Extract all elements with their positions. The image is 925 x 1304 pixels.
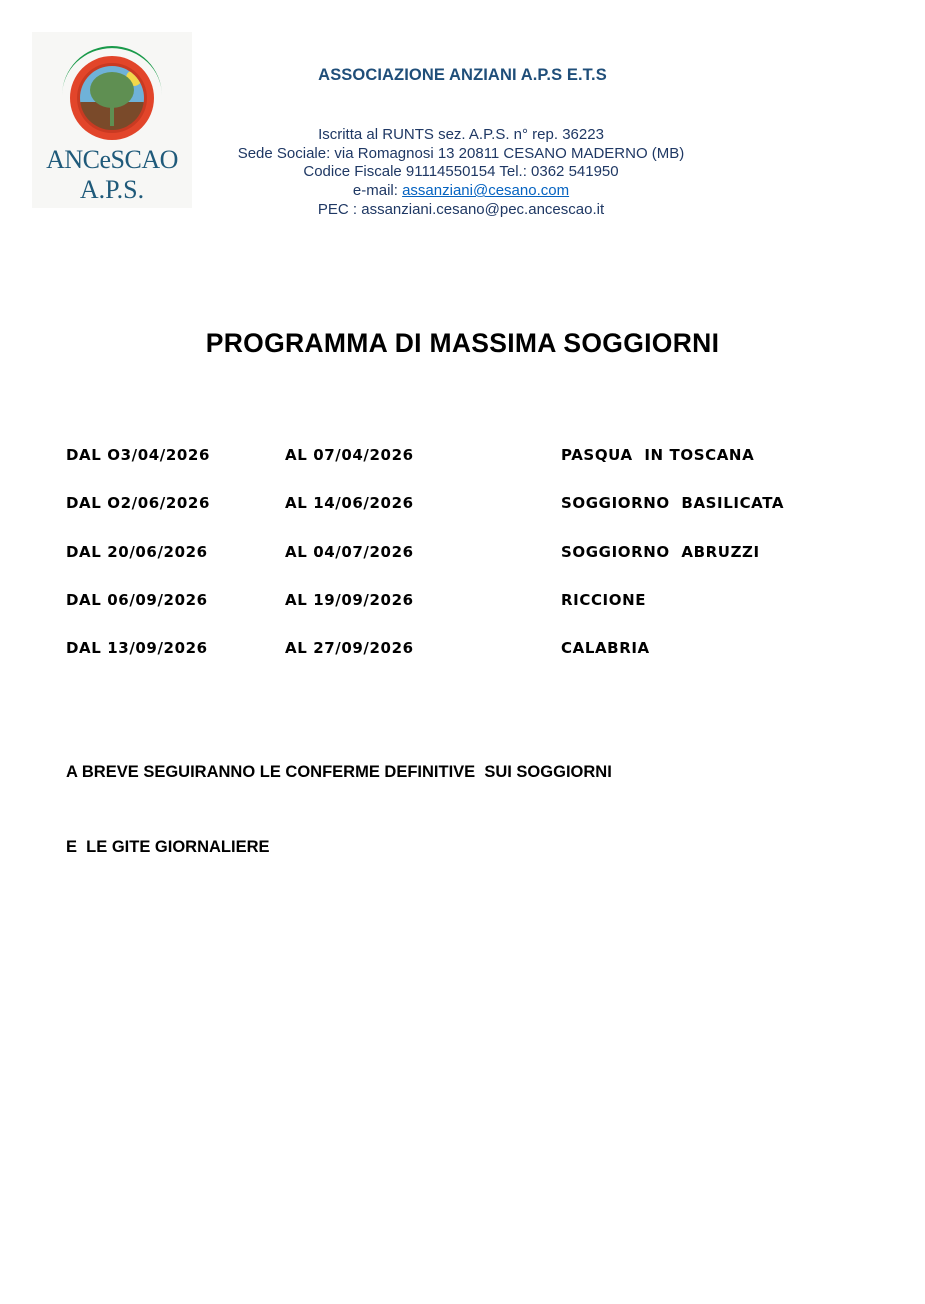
trip-end-date: AL 14/06/2026 — [285, 494, 414, 513]
address-line: Sede Sociale: via Romagnosi 13 20811 CESANO MADERNO (MB) — [237, 144, 685, 162]
email-line — [230, 182, 692, 201]
trip-end-date: AL 07/04/2026 — [285, 446, 414, 464]
trip-end-date: AL 27/09/2026 — [285, 639, 414, 658]
trip-destination: CALABRIA — [561, 639, 650, 658]
pec-line: PEC : assanziani.cesano@pec.ancescao.it — [317, 200, 605, 218]
logo-subtitle: A.P.S. — [79, 175, 145, 204]
trip-destination: SOGGIORNO BASILICATA — [561, 494, 785, 513]
trip-end-date: AL 04/07/2026 — [285, 542, 414, 561]
fiscal-code-phone-line: Codice Fiscale 91114550154 Tel.: 0362 541950 — [303, 163, 619, 181]
tree-emblem-icon — [54, 34, 170, 144]
page-title: PROGRAMMA DI MASSIMA SOGGIORNI — [205, 328, 720, 358]
confirmation-notice — [66, 710, 612, 885]
organization-contact-info — [230, 126, 692, 220]
trip-destination: RICCIONE — [561, 590, 647, 609]
trip-destination: SOGGIORNO ABRUZZI — [561, 542, 760, 561]
registration-line: Iscritta al RUNTS sez. A.P.S. n° rep. 36223 — [318, 126, 604, 143]
notice-line-2: E LE GITE GIORNALIERE — [66, 838, 270, 856]
organization-logo — [32, 32, 192, 208]
logo-name: ANCeSCAO — [46, 145, 178, 174]
trip-start-date: DAL 06/09/2026 — [66, 590, 208, 609]
notice-line-1: A BREVE SEGUIRANNO LE CONFERME DEFINITIVE SUI SOGGIORNI — [66, 763, 612, 781]
email-label: e-mail: — [352, 182, 403, 200]
trip-start-date: DAL O2/06/2026 — [66, 494, 211, 513]
trip-destination: PASQUA IN TOSCANA — [561, 446, 755, 464]
trip-start-date: DAL O3/04/2026 — [66, 446, 211, 464]
organization-name: ASSOCIAZIONE ANZIANI A.P.S E.T.S — [318, 66, 607, 84]
trip-start-date: DAL 13/09/2026 — [66, 639, 208, 658]
trip-start-date: DAL 20/06/2026 — [66, 542, 208, 561]
trip-end-date: AL 19/09/2026 — [285, 590, 414, 609]
email-link[interactable]: assanziani@cesano.com — [402, 182, 570, 200]
